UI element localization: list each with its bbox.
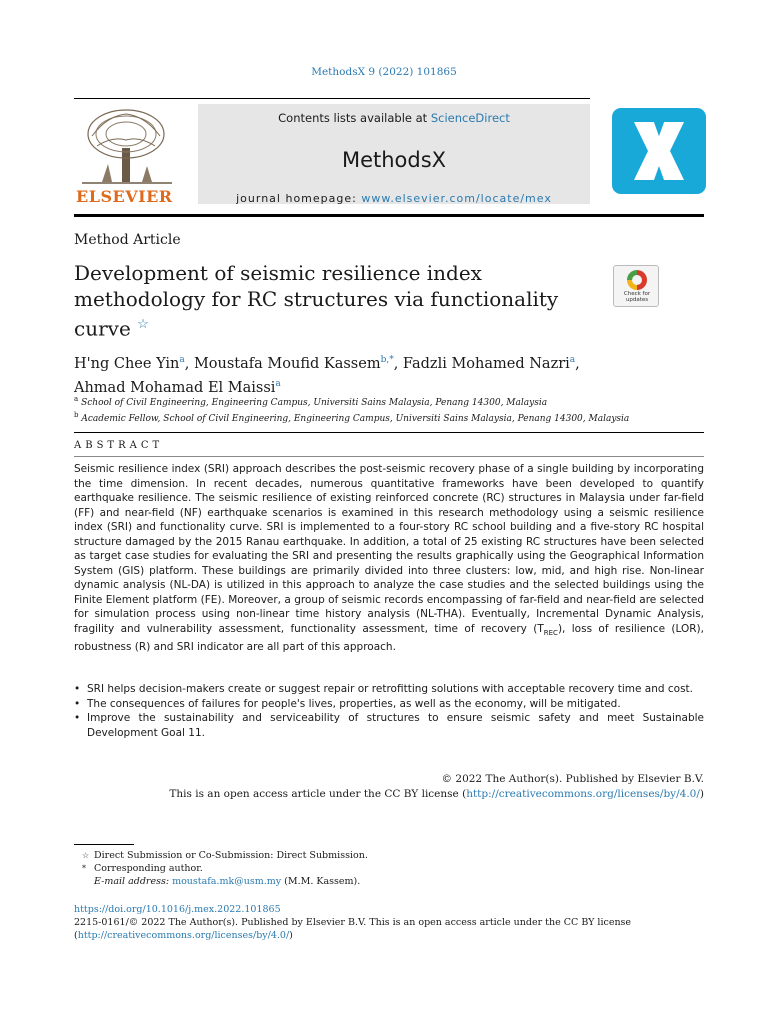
highlights-list xyxy=(74,682,704,740)
doi-link[interactable]: https://doi.org/10.1016/j.mex.2022.101865 xyxy=(74,904,281,915)
sciencedirect-link[interactable]: ScienceDirect xyxy=(430,111,510,125)
elsevier-wordmark: ELSEVIER xyxy=(76,187,173,206)
footnote-rule xyxy=(74,844,134,845)
journal-reference[interactable]: MethodsX 9 (2022) 101865 xyxy=(311,66,457,78)
check-for-updates-badge[interactable] xyxy=(613,265,659,307)
doi-block xyxy=(74,903,704,942)
email-owner: (M.M. Kassem). xyxy=(281,876,361,887)
methodsx-x-icon xyxy=(612,108,706,194)
elsevier-logo[interactable] xyxy=(74,104,194,208)
highlight-item: • SRI helps decision-makers create or suggest repair or retrofitting solutions with acceptable recovery time and cost. xyxy=(74,682,704,697)
open-access-text: This is an open access article under the CC BY license ( xyxy=(169,788,467,800)
contents-line xyxy=(198,111,590,125)
author-separator: , xyxy=(184,355,194,372)
abstract-heading-rule xyxy=(74,456,704,457)
issn-line: 2215-0161/© 2022 The Author(s). Published by Elsevier B.V. This is an open access article under the CC BY license xyxy=(74,917,632,928)
abstract-subscript: REC xyxy=(543,628,558,637)
affiliation-item xyxy=(74,409,704,425)
journal-header xyxy=(74,98,704,208)
affiliation-mark: b xyxy=(74,411,79,419)
homepage-label: journal homepage: xyxy=(236,192,362,205)
check-updates-line1: Check for xyxy=(623,291,651,297)
author-separator: , xyxy=(575,355,580,372)
footnote-text: Direct Submission or Co-Submission: Direct Submission. xyxy=(94,850,368,861)
title-text: Development of seismic resilience index methodology for RC structures via functionality curve xyxy=(74,261,559,341)
open-access-line xyxy=(74,787,704,802)
affiliation-text: School of Civil Engineering, Engineering Campus, Universiti Sains Malaysia, Penang 14300, Malaysia xyxy=(81,398,548,408)
author-list xyxy=(74,350,704,398)
article-title xyxy=(74,260,574,342)
doi-license-text: ) xyxy=(289,930,293,941)
author-name[interactable]: Ahmad Mohamad El Maissi xyxy=(74,379,276,396)
contents-prefix: Contents lists available at xyxy=(278,111,431,125)
author-affiliation-mark[interactable]: b,* xyxy=(380,355,394,365)
copyright-line: © 2022 The Author(s). Published by Elsevier B.V. xyxy=(441,773,704,785)
footnote-text: Corresponding author. xyxy=(94,863,203,874)
methodsx-logo[interactable] xyxy=(612,108,706,194)
footnote-item xyxy=(74,862,704,875)
abstract-part: ), loss of resilience (LOR), robustness (R) and SRI indicator are all part of this approach. xyxy=(74,622,704,654)
check-updates-line2: updates xyxy=(625,297,649,303)
footnote-item xyxy=(74,875,704,888)
author-name[interactable]: Moustafa Moufid Kassem xyxy=(193,355,381,372)
doi-license-line xyxy=(74,929,704,942)
author-name[interactable]: Fadzli Mohamed Nazri xyxy=(402,355,570,372)
abstract-part: Seismic resilience index (SRI) approach describes the post-seismic recovery phase of a single building by incorporating the time dimension. In recent decades, numerous quantitative frameworks have been developed to quantify earthquake resilience. The seismic resilience of existing reinforced concrete (RC) structures in Malaysia under far-field (FF) and near-field (NF) earthquake scenarios is examined in this research methodology using a seismic resilience index (SRI) and functionality curve. SRI is implemented to a four-story RC school building and a five-story RC hospital structure damaged by the 2015 Ranau earthquake. In addition, a total of 25 existing RC structures have been selected as target case studies for evaluating the SRI and presenting the results graphically using the Geographical Information System (GIS) platform. These buildings are primarily divided into three clusters: low, mid, and high rise. Non-linear dynamic analysis (NL-DA) is utilized in this approach to analyze the case studies and the selected buildings using the Finite Element platform (FE). Moreover, a group of seismic records encompassing of far-field and near-field are selected for simulation process using non-linear time history analysis (NL-THA). Eventually, Incremental Dynamic Analysis, fragility and vulnerability assessment, functionality assessment, time of recovery (T xyxy=(74,463,704,635)
open-access-text: ) xyxy=(699,788,704,800)
footnotes xyxy=(74,849,704,888)
cc-license-link[interactable]: http://creativecommons.org/licenses/by/4.0/ xyxy=(466,788,700,800)
homepage-link[interactable]: www.elsevier.com/locate/mex xyxy=(361,192,552,205)
license-statement xyxy=(74,772,704,802)
abstract-text xyxy=(74,462,704,655)
header-top-rule xyxy=(74,98,590,99)
author-affiliation-mark[interactable]: a xyxy=(179,355,185,365)
author-separator: , xyxy=(393,355,403,372)
author-affiliation-mark[interactable]: a xyxy=(275,378,281,389)
affiliations xyxy=(74,393,704,425)
doi-license-text: ( xyxy=(74,930,78,941)
check-updates-icon xyxy=(627,270,647,290)
journal-name: MethodsX xyxy=(341,148,447,172)
title-footnote-link[interactable]: ☆ xyxy=(137,317,149,332)
highlight-item: • The consequences of failures for people's lives, properties, as well as the economy, will be mitigated. xyxy=(74,697,704,712)
doi-license-link[interactable]: http://creativecommons.org/licenses/by/4.0/ xyxy=(77,930,290,941)
journal-homepage xyxy=(198,192,590,205)
abstract-top-rule xyxy=(74,432,704,433)
abstract-heading: ABSTRACT xyxy=(74,440,164,451)
header-bottom-rule xyxy=(74,214,704,217)
author-affiliation-mark[interactable]: a xyxy=(569,355,576,365)
affiliation-text: Academic Fellow, School of Civil Engineering, Engineering Campus, Universiti Sains Malaysia, Penang 14300, Malaysia xyxy=(81,414,630,424)
journal-banner xyxy=(198,104,590,204)
article-type: Method Article xyxy=(74,232,181,248)
check-updates-label xyxy=(614,291,660,303)
email-link[interactable]: moustafa.mk@usm.my xyxy=(172,876,282,887)
affiliation-mark: a xyxy=(74,395,79,403)
affiliation-item xyxy=(74,393,704,409)
footnote-item xyxy=(74,849,704,862)
author-name[interactable]: H'ng Chee Yin xyxy=(74,355,180,372)
email-label: E-mail address: xyxy=(94,876,173,887)
elsevier-tree-icon xyxy=(82,106,172,186)
highlight-item: • Improve the sustainability and serviceability of structures to ensure seismic safety and meet Sustainable Development Goal 11. xyxy=(74,711,704,740)
footnote-mark: * xyxy=(82,864,86,873)
footnote-mark: ☆ xyxy=(82,851,90,860)
